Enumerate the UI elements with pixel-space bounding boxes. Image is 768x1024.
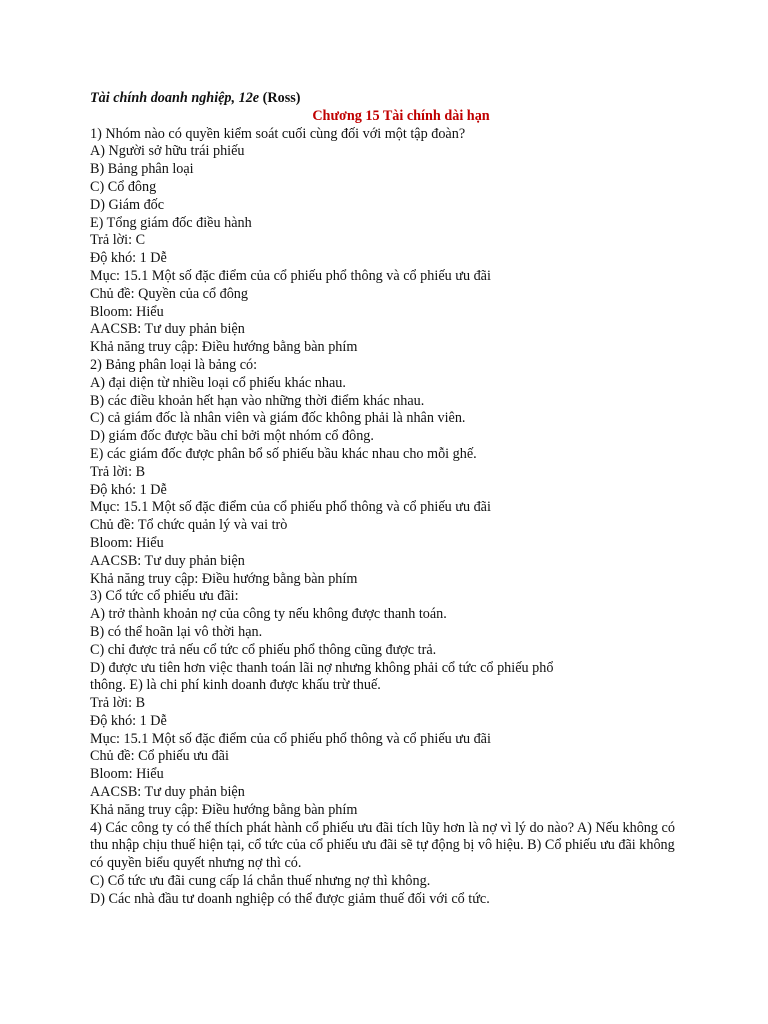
option-b: B) các điều khoản hết hạn vào những thời điểm khác nhau. xyxy=(90,392,425,409)
option-c: C) cả giám đốc là nhân viên và giám đốc không phải là nhân viên. xyxy=(90,410,466,427)
document-page xyxy=(90,90,690,909)
aacsb: AACSB: Tư duy phản biện xyxy=(90,321,245,338)
answer: Trả lời: B xyxy=(90,463,146,480)
question-text: 3) Cổ tức cổ phiếu ưu đãi: xyxy=(90,588,239,605)
difficulty: Độ khó: 1 Dễ xyxy=(90,250,167,267)
option-c: C) Cổ tức ưu đãi cung cấp lá chắn thuế nhưng nợ thì không. xyxy=(90,873,431,890)
option-e: E) các giám đốc được phân bổ số phiếu bầu khác nhau cho mỗi ghế. xyxy=(90,445,477,462)
topic: Chủ đề: Quyền của cổ đông xyxy=(90,285,248,302)
section: Mục: 15.1 Một số đặc điểm của cổ phiếu phổ thông và cổ phiếu ưu đãi xyxy=(90,730,491,747)
aacsb: AACSB: Tư duy phản biện xyxy=(90,552,245,569)
question-4 xyxy=(90,820,690,909)
book-title-line xyxy=(90,90,690,108)
option-b: B) Bảng phân loại xyxy=(90,161,194,178)
topic: Chủ đề: Tổ chức quản lý và vai trò xyxy=(90,517,288,534)
section: Mục: 15.1 Một số đặc điểm của cổ phiếu phổ thông và cổ phiếu ưu đãi xyxy=(90,267,491,284)
option-a: A) đại diện từ nhiều loại cổ phiếu khác nhau. xyxy=(90,374,346,391)
chapter-title: Chương 15 Tài chính dài hạn xyxy=(312,107,490,124)
option-b: B) có thể hoãn lại vô thời hạn. xyxy=(90,623,263,640)
section: Mục: 15.1 Một số đặc điểm của cổ phiếu phổ thông và cổ phiếu ưu đãi xyxy=(90,499,491,516)
accessibility: Khả năng truy cập: Điều hướng bằng bàn phím xyxy=(90,339,358,356)
difficulty: Độ khó: 1 Dễ xyxy=(90,712,167,729)
option-c: C) chỉ được trả nếu cổ tức cổ phiếu phổ thông cũng được trả. xyxy=(90,641,437,658)
option-a: A) trở thành khoản nợ của công ty nếu không được thanh toán. xyxy=(90,606,447,623)
option-c: C) Cổ đông xyxy=(90,178,157,195)
option-e: E) Tổng giám đốc điều hành xyxy=(90,214,252,231)
option-d: D) Các nhà đầu tư doanh nghiệp có thể được giảm thuế đối với cổ tức. xyxy=(90,890,490,907)
difficulty: Độ khó: 1 Dễ xyxy=(90,481,167,498)
option-d: D) được ưu tiên hơn việc thanh toán lãi nợ nhưng không phải cổ tức cổ phiếu phổ xyxy=(90,659,554,676)
option-d: D) giám đốc được bầu chỉ bởi một nhóm cổ đông. xyxy=(90,428,374,445)
book-title: Tài chính doanh nghiệp, 12e xyxy=(90,90,260,106)
option-a: A) Người sở hữu trái phiếu xyxy=(90,143,245,160)
question-1 xyxy=(90,126,690,357)
question-text: 1) Nhóm nào có quyền kiểm soát cuối cùng đối với một tập đoàn? xyxy=(90,125,466,142)
answer: Trả lời: C xyxy=(90,232,146,249)
accessibility: Khả năng truy cập: Điều hướng bằng bàn phím xyxy=(90,801,358,818)
question-3 xyxy=(90,588,690,819)
accessibility: Khả năng truy cập: Điều hướng bằng bàn phím xyxy=(90,570,358,587)
option-d-continued: thông. E) là chi phí kinh doanh được khấu trừ thuế. xyxy=(90,677,381,694)
aacsb: AACSB: Tư duy phản biện xyxy=(90,784,245,801)
bloom: Bloom: Hiểu xyxy=(90,766,164,783)
option-d: D) Giám đốc xyxy=(90,196,165,213)
bloom: Bloom: Hiểu xyxy=(90,534,164,551)
book-author: (Ross) xyxy=(262,90,301,106)
question-text: 2) Bảng phân loại là bảng có: xyxy=(90,356,258,373)
topic: Chủ đề: Cổ phiếu ưu đãi xyxy=(90,748,229,765)
question-2 xyxy=(90,357,690,588)
answer: Trả lời: B xyxy=(90,695,146,712)
bloom: Bloom: Hiểu xyxy=(90,303,164,320)
question-text: 4) Các công ty có thể thích phát hành cổ phiếu ưu đãi tích lũy hơn là nợ vì lý do nào? A) Nếu không có thu nhập chịu thuế hiện tại, cổ tức của cổ phiếu ưu đãi sẽ tự động bị vô hiệu. B) Cổ phiếu ưu đãi không có quyền biểu quyết nhưng nợ thì có. xyxy=(90,819,675,872)
